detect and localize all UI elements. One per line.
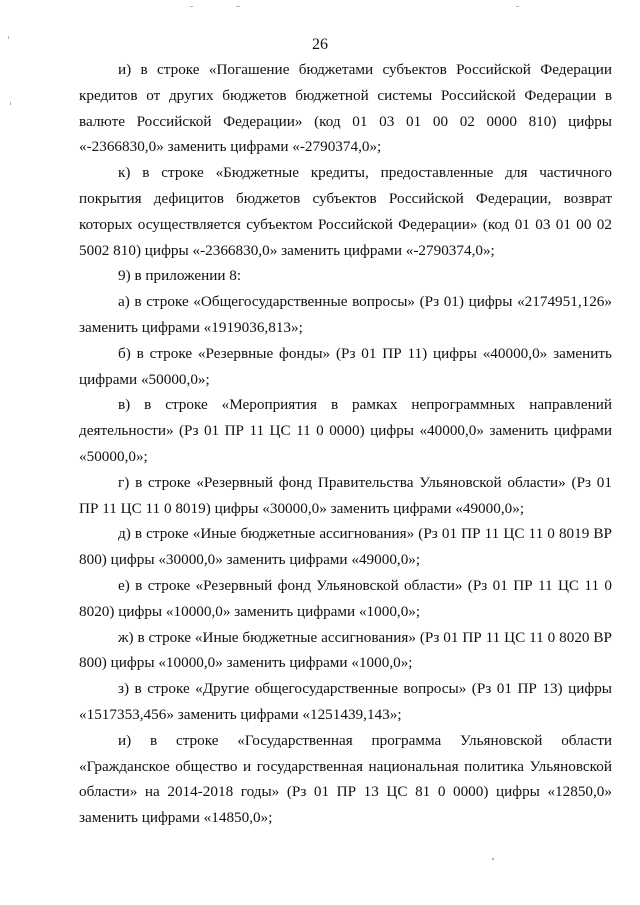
paragraph: 9) в приложении 8: <box>118 267 242 285</box>
paragraph: и) в строке «Государственная программа Ульяновской области «Гражданское общество и государственная национальная политика Ульяновской области» на 2014-2018 годы» (Рз 01 ПР 13 ЦС 81 0 0000) цифры «12850,0» заменить цифрами «14850,0»; <box>79 731 612 827</box>
paragraph: е) в строке «Резервный фонд Ульяновской области» (Рз 01 ПР 11 ЦС 11 0 8020) цифры «10000,0» заменить цифрами «1000,0»; <box>79 576 612 620</box>
page-number: 26 <box>312 36 328 53</box>
scan-speck <box>10 102 11 105</box>
scan-speck <box>492 858 494 860</box>
paragraph: в) в строке «Мероприятия в рамках непрограммных направлений деятельности» (Рз 01 ПР 11 ЦС 11 0 0000) цифры «40000,0» заменить цифрами «50000,0»; <box>79 396 612 465</box>
paragraph: з) в строке «Другие общегосударственные вопросы» (Рз 01 ПР 13) цифры «1517353,456» заменить цифрами «1251439,143»; <box>79 680 612 723</box>
paragraph: и) в строке «Погашение бюджетами субъектов Российской Федерации кредитов от других бюджетов бюджетной системы Российской Федерации в валюте Российской Федерации» (код 01 03 01 00 02 0000 810) цифры «-2366830,0» заменить цифрами «-2790374,0»; <box>79 61 612 156</box>
paragraph: б) в строке «Резервные фонды» (Рз 01 ПР 11) цифры «40000,0» заменить цифрами «50000,0»; <box>79 344 612 388</box>
scan-speck <box>516 6 519 7</box>
paragraph: ж) в строке «Иные бюджетные ассигнования» (Рз 01 ПР 11 ЦС 11 0 8020 ВР 800) цифры «10000,0» заменить цифрами «1000,0»; <box>79 628 612 672</box>
scan-speck <box>236 6 240 7</box>
paragraph: д) в строке «Иные бюджетные ассигнования» (Рз 01 ПР 11 ЦС 11 0 8019 ВР 800) цифры «30000,0» заменить цифрами «49000,0»; <box>79 525 612 569</box>
paragraph: а) в строке «Общегосударственные вопросы» (Рз 01) цифры «2174951,126» заменить цифрами «1919036,813»; <box>79 293 612 336</box>
paragraph: г) в строке «Резервный фонд Правительства Ульяновской области» (Рз 01 ПР 11 ЦС 11 0 8019) цифры «30000,0» заменить цифрами «49000,0»; <box>79 473 612 517</box>
paragraph: к) в строке «Бюджетные кредиты, предоставленные для частичного покрытия дефицитов бюджетов субъектов Российской Федерации, возврат которых осуществляется субъектом Российской Федерации» (код 01 03 01 00 02 5002 810) цифры «-2366830,0» заменить цифрами «-2790374,0»; <box>79 164 612 259</box>
scan-speck <box>190 6 193 7</box>
document-body <box>79 57 612 831</box>
